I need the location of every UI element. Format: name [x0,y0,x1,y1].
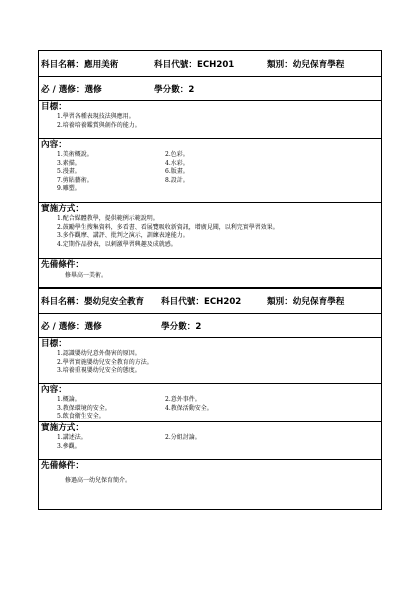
course-type: 必 / 選修：選修 [41,84,102,95]
list-item: 4.教保活動安全。 [165,404,213,412]
course-credits: 學分數：2 [154,84,195,95]
course-card-ech201 [38,50,382,289]
prereq-text: 修過高一幼兒保育簡介。 [65,477,132,484]
method-section [39,203,381,259]
list-item: 5.飲食衛生安全。 [57,413,105,421]
list-item: 9.雕塑。 [57,185,81,193]
list-item: 2.學習實施嬰幼兒安全教育的方法。 [57,358,153,366]
list-item: 7.剪貼藝術。 [57,176,93,184]
method-title: 實施方式： [41,423,84,433]
content-title: 內容： [41,140,67,150]
prereq-section [39,259,381,288]
goals-title: 目標： [41,102,67,112]
course-type: 必 / 選修：選修 [41,321,102,332]
prereq-title: 先備條件： [41,260,84,270]
prereq-text: 修畢高一美術。 [65,272,108,279]
list-item: 4.水彩。 [165,159,189,167]
list-item: 1.配合媒體教學，提供範例示範說明。 [57,215,159,222]
goals-list [39,350,381,376]
content-title: 內容： [41,385,67,395]
course-type-row [39,314,381,338]
list-item: 2.色彩。 [165,151,189,158]
prereq-section [39,460,381,509]
list-item: 3.教保環境的安全。 [57,404,111,412]
list-item: 3.培養重視嬰幼兒安全的態度。 [57,367,141,375]
list-item: 3.參觀。 [57,442,81,450]
list-item: 4.定期作品發表，以刺激學習興趣及成就感。 [57,240,177,248]
goals-section [39,101,381,139]
list-item: 8.設計。 [165,176,189,184]
list-item: 1.學習各種表現技法與應用。 [57,113,135,120]
goals-section [39,338,381,384]
course-header-row [39,51,381,77]
course-name: 科目名稱：應用美術 [41,59,119,70]
goals-list [39,113,381,130]
method-list [39,434,381,451]
method-list [39,215,381,249]
content-section [39,384,381,422]
course-category: 類別：幼兒保育學程 [267,59,345,70]
course-type-row [39,77,381,101]
list-item: 3.多作觀摩、講評、批判之演示，訓練表達能力。 [57,232,189,240]
course-code: 科目代號：ECH201 [154,59,235,70]
content-list [39,396,381,422]
prereq-title: 先備條件： [41,461,84,471]
course-credits: 學分數：2 [161,321,202,332]
content-list [39,151,381,194]
list-item: 1.講述法。 [57,434,87,441]
list-item: 2.鼓勵學生搜集資料，多看書、看展覽吸收新資訊，增廣見聞，以利完實學習效果。 [57,223,279,231]
list-item: 1.認識嬰幼兒意外傷害的原因。 [57,350,141,357]
list-item: 6.版畫。 [165,168,189,176]
list-item: 1.美術概說。 [57,151,93,158]
list-item: 1.概論。 [57,396,81,403]
course-category: 類別：幼兒保育學程 [267,297,345,307]
list-item: 2.培養培養鑑賞與創作的能力。 [57,121,141,129]
list-item: 3.素描。 [57,159,81,167]
content-section [39,139,381,203]
list-item: 2.分組討論。 [165,434,201,441]
list-item: 5.漫畫。 [57,168,81,176]
goals-title: 目標： [41,339,67,349]
course-code: 科目代號：ECH202 [161,297,242,307]
method-title: 實施方式： [41,204,84,214]
list-item: 2.意外事件。 [165,396,201,403]
course-card-ech202 [38,287,382,510]
course-header-row [39,289,381,314]
course-name: 科目名稱：嬰幼兒安全教育 [41,297,145,307]
method-section [39,422,381,460]
